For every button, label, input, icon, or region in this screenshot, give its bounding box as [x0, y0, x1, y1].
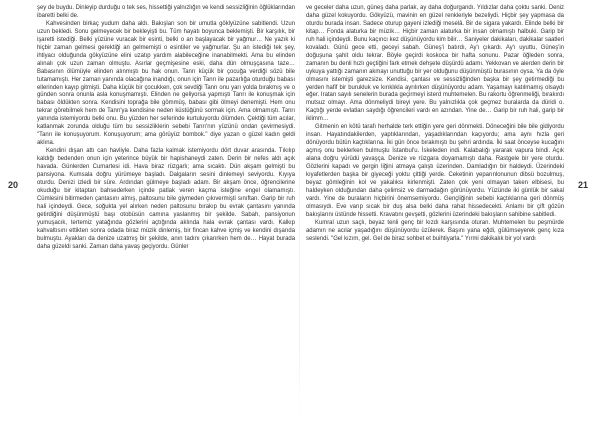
right-page-number: 21	[578, 180, 589, 190]
left-page-number: 20	[8, 180, 19, 190]
paragraph: şey de buydu. Dinleyip durduğu o tek ses, hissettiği yalnızlığın ve kendi sessizliğinin öğlüklarından ibaretti belki de.	[37, 5, 295, 19]
right-page-text	[306, 5, 564, 244]
paragraph: Kendini dışarı attı can havliyle. Daha fazla kalmak istemiyordu dört duvar arasında. Tıkılıp kaldığı bedenden onun için yeterince büyük bir hapishaneydi zaten. Derin bir nefes aldı açık havada. Günlerden Cumartesi idi. Hava biraz rüzgarlı; ama sıcaktı. Dün akşam gelmişti bu pansiyona. Kumsala doğru yürümeye başladı. Dalgaların sesini dinlemeyi seviyordu. Kıyıya oturdu. Denizi izledi bir süre. Ardından gülmeye başladı adam. Bir akşam önce, öğrencilerine okuduğu bir kitaptan bahsederken içinde patlak veren kaçma isteğine engel olamamıştı. Cümlesini bitirmeden çantasını almış, paltosunu bile giymeden çıkıvermişti sınıftan. Garip bir ruh hali içindeydi. Gece, soğukta yel alırken neden paltosunu bırakıp bu evrak çantasını yanında getirdiğini düşünmüştü başı otobüsün camına yaslanmış bir şekilde. Sabah, pansiyonun yumuşacık, tertemiz yatağında gözlerini açtığında aklında hala evrak çantası vardı. Kalkıp kahvaltısını ettikten sonra odada biraz müzik dinlemiş, bir fincan kahve içmiş ve kendini dışarıda bulmuştu. Ayakları da denize uzatmış bir şekilde, anın tadını çıkarırken hem de… Hayat burada daha güzeldi sanki. Zaman daha yavaş geçiyordu. Günler	[37, 148, 295, 250]
paragraph: Kumral uzun saçlı, beyaz tenli genç bir kızdı karşısında oturan. Muhtemelen bu peşmürde adamın ne acılar yaşadığını düşünüyordu üzülerek. Başını yana eğdi, gülümseyerek genç kıza seslendi. "Gel kızım, gel. Gel de biraz sohbet et buihtiyarla." Yırmi dakikalık bir yol vardı	[306, 219, 564, 242]
paragraph: Kahvesinden birkaç yudum daha aldı. Bakışları son bir umutla göklyüzüne sabitlendi. Uzun uzun bekledi. Sonu gelmeyecek bir bekleyişti bu. Tüm hayatı boyunca beklemişti. Bir karşılık, bir işaretti istediği. Belki yüzüne vuracak bir esinti, belki o an başlayacak bir yağmur… Ne yazık ki hiçbir zaman gelmesi gerektiği an gelmemişti o esintiler ve yağmurlar. Şu an istediği tek şey, ihtiyacı olduğunda gökyüzüne elini uzatıp yardım alabileceğine inanabilmekti. Ama bu elinden alınalı çok uzun zaman olmuştu. Asırlar geçmişesine eski, daha dün olmuşçasına taze… Babasının ölümüyle elinden alınmıştı bu hak onun. Tanrı küçük bir çocuğa verdiği sözü bile tutamamıştı. Her zaman yanında olacağına inandığı, onun için Tanrı ile pazarlığa oturduğu babası ellerinden kayıp gitmişti. Daha küçük bir çocukken, çok sevdiği Tanrı onu yarı yolda bırakmış ve o günden sonra onunla asla konuşmamıştı. Elinden ne geliyorsa yapmıştı Tanrı ile konuşmak için babası öldükten sonra. Kendisini toprağa bile gömmüş, babası gibi ölmeyi denemişti. Hem onu tekrar görebilmek hem de Tanrı'ya kendisine neden küstüğünü sormak için. Ama olmamıştı. Tanrı yanında istemiyordu belki onu. Bu yüzden her seferinde kurtuluyordu ölümden. Çektiği tüm acılar, katlanmak zorunda olduğu tüm bu sessizliklerin sebebi Tanrı'nın yüzünü ondan çevirmesiydi. "Tanrı ile konuşuyorum. Konuşuyorum; ama görüyüz bombok." diye yazan o güzel kadın geldi aklına.	[37, 20, 295, 147]
left-page-text	[37, 5, 295, 252]
paragraph: ve geceler daha uzun, güneş daha parlak, ay daha doğurgandı. Yıldızlar daha çoktu sanki. Deniz daha güzel kokuyordu. Gökyüzü, mavinin en güzel renkleriyle bezeliydi. Hiçbir şey yapmasa da oturdu burada insan. Sadece oturup gayeni izlediği meselâ. Bir de sigara yakardı. Elinde belki bir kitap… Fonda alaturka bir müzik… Hiçbir zaman alaturka bir insan olmamıştı halbuki. Garip bir ruh hali içindeydi. Bunu kaçıncı kez düşünüyordu kim bilir… Saniyeler dakikaları, dakikalar saatleri kovaladı. Günü gece etti, geceyi sabah. Güneş'i batırdı, Ay'ı çıkardı. Ay'ı uyuttu, Güneş'in doğuşuna şahit oldu tekrar. Böyle geçirdi koskoca bir hafta sonunu. Pazar öğleden sonra, zamanın bu denli hızlı geçtiğini fark etmek dehşete düşürdü adamı. Yekkovan ve alerden derin bir uykuya yattığı zamanın akmayı unuttuğu bir yer olduğunu düşünmüştü burasının oysa. Ya da öyle olmasını istemişti garezsize. Kendisi, çantası ve sessizliğinden başka bir şey getirmediği bu yerden hafif bir burukluk ve kırıklıkla ayrılırken düşünüyordu adam. Yaşamayı katılmamış olsaydı eğer. Iratan sayılı senelerin burada geçirmeyi isterd muhtemelen. Bu rakortu öğrenmeliği, bırakırdı mutsuz olmayı. Ama dönmeliydi bireyi yere. Bu yalnızlıkla çok geçmez buralarda da düridi o. Kaçtığı yerde evlatları saydığı öğrencileri vardı en azından. Yine de… Garip bir ruh hali, garip bir iklimm…	[306, 5, 564, 123]
book-gutter	[299, 0, 300, 425]
paragraph: Gitmenin en kötü tarafı herhalde terk ettiğin yere geri dönmekti. Döneceğini bile bile gidiyordu insan. Hayatındakilerden, yaptıklarından, yaşadıklarından kaçıyordu; ama aynı hızla geri dönüyordu bütün kaçtıklarına. İki gün önce bırakmıştı bu şehri ardında. İki saat önceyse kucağını açmış onu beklerken bulmuştu İstanbul'u. İskeleden indi. Kalabalığı yararak vapura bindi. Açık alana doğru yürüdü yavaşça. Denize ve rüzgara doyamamıştı daha. Rastgele bir yere oturdu. Gözlerini kapadı ve gergin liğini atmaya çalıştı üzerinden. Damladığın bir haldeydi. Üzerindeki kıyafetlerden başka bir giyeceği yoktu çittiği yerde. Ceketinin yeparınlonunun dibsü bozulmuş, beyaz gömleğinin kol ve yakalıksı kirlenmişti. Zaten çok yeni olmayan taken elbisesi, bu haldeyken olduğundan daha çelimsiz ve darmadağın görünüyordu. Yüzünde iki günlük bir sakal vardı. Yine de buraların hiçbirini önemsemiyordu. Gençliğinin sebebi kaçtıklarına geri dönmüş olmasıydı. Eve varıp sıcak bir duş alsa belki daha rahat hissedecekti. Anlamı bir çift gözün bakışlarını üstünde hissetti. Kravatını gevşetti, gözlerini üzerindeki bakışların sahibine sabitledi.	[306, 124, 564, 218]
